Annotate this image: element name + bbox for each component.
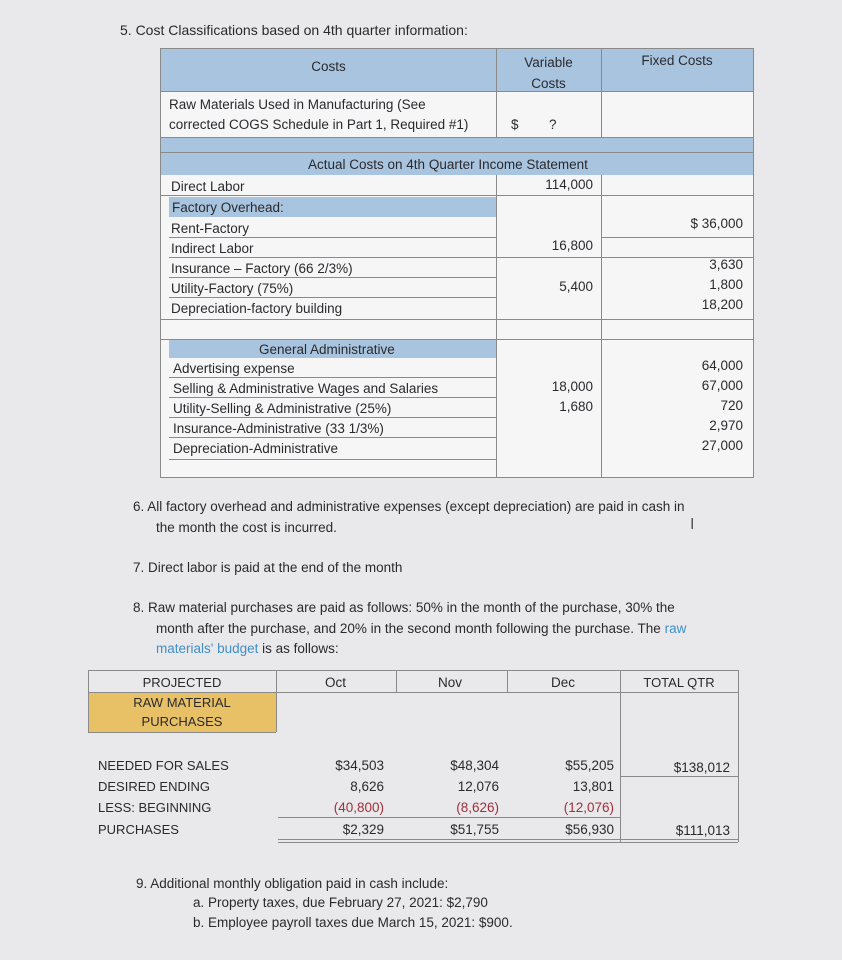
admin-row-fixed: 27,000	[701, 438, 743, 453]
direct-labor-label: Direct Labor	[171, 179, 245, 194]
admin-row-variable: 18,000	[551, 379, 593, 394]
admin-row-fixed: 64,000	[701, 358, 743, 373]
nov-beginning: (8,626)	[456, 800, 499, 815]
row-label-beginning: LESS: BEGINNING	[98, 800, 212, 815]
section-5-title: 5. Cost Classifications based on 4th quarter information:	[120, 22, 468, 38]
nov-needed: $48,304	[450, 758, 499, 773]
projected-header: PROJECTED	[142, 675, 222, 690]
item-9-b: b. Employee payroll taxes due March 15, 2021: $900.	[193, 915, 513, 930]
oct-purchases: $2,329	[342, 822, 384, 837]
raw-materials-budget-link[interactable]: materials' budget	[156, 641, 259, 656]
item-8-line-1: 8. Raw material purchases are paid as follows: 50% in the month of the purchase, 30% the	[133, 600, 675, 615]
raw-materials-budget-table	[88, 670, 738, 842]
admin-row-fixed: 720	[720, 398, 743, 413]
factory-row-fixed: $ 36,000	[690, 216, 743, 231]
admin-row-label: Selling & Administrative Wages and Salaries	[173, 381, 439, 396]
raw-materials-label-2: corrected COGS Schedule in Part 1, Required #1)	[169, 117, 469, 132]
oct-desired: 8,626	[350, 779, 384, 794]
oct-needed: $34,503	[335, 758, 384, 773]
factory-row-label: Utility-Factory (75%)	[171, 281, 294, 296]
admin-row-label: Advertising expense	[173, 361, 295, 376]
row-label-purchases: PURCHASES	[98, 822, 179, 837]
factory-overhead-heading: Factory Overhead:	[172, 200, 284, 215]
admin-row-variable: 1,680	[559, 399, 593, 414]
fixed-header: Fixed Costs	[641, 53, 713, 68]
factory-row-label: Indirect Labor	[171, 241, 254, 256]
item-6-line-2: the month the cost is incurred.	[156, 520, 337, 535]
row-label-desired: DESIRED ENDING	[98, 779, 210, 794]
factory-row-variable: 16,800	[551, 238, 593, 253]
admin-row-label: Utility-Selling & Administrative (25%)	[173, 401, 392, 416]
dec-purchases: $56,930	[565, 822, 614, 837]
admin-row-label: Depreciation-Administrative	[173, 441, 339, 456]
item-8-text-end: is as follows:	[258, 641, 339, 656]
dec-needed: $55,205	[565, 758, 614, 773]
factory-row-label: Depreciation-factory building	[171, 301, 343, 316]
factory-row-variable: 5,400	[559, 279, 593, 294]
item-8-line-3	[156, 641, 339, 656]
raw-materials-value: ?	[549, 117, 557, 132]
factory-row-fixed: 3,630	[709, 257, 743, 272]
nov-purchases: $51,755	[450, 822, 499, 837]
item-6-line-1: 6. All factory overhead and administrative expenses (except depreciation) are paid in cash in	[133, 499, 685, 514]
month-header-dec: Dec	[551, 675, 576, 690]
rmp-label-2: PURCHASES	[141, 714, 223, 729]
admin-row-label: Insurance-Administrative (33 1/3%)	[173, 421, 384, 436]
item-8-line-2	[156, 621, 686, 636]
cost-classification-table	[160, 48, 754, 478]
raw-materials-dollar: $	[511, 117, 519, 132]
factory-row-fixed: 1,800	[709, 277, 743, 292]
raw-materials-link[interactable]: raw	[664, 621, 687, 636]
oct-beginning: (40,800)	[333, 800, 384, 815]
rmp-label-1: RAW MATERIAL	[133, 695, 231, 710]
dec-desired: 13,801	[572, 779, 614, 794]
actual-costs-heading: Actual Costs on 4th Quarter Income Statement	[308, 157, 588, 172]
total-needed: $138,012	[673, 760, 730, 775]
total-qtr-header: TOTAL QTR	[643, 675, 715, 690]
admin-row-fixed: 2,970	[709, 418, 743, 433]
month-header-nov: Nov	[438, 675, 463, 690]
item-8-text: month after the purchase, and 20% in the second month following the purchase. The	[156, 621, 665, 636]
costs-header: Costs	[311, 59, 346, 74]
direct-labor-variable: 114,000	[545, 177, 593, 192]
factory-row-fixed: 18,200	[701, 297, 743, 312]
nov-desired: 12,076	[457, 779, 499, 794]
item-9-title: 9. Additional monthly obligation paid in cash include:	[136, 876, 449, 891]
month-header-oct: Oct	[325, 675, 347, 690]
variable-header-2: Costs	[531, 76, 566, 91]
text-cursor-icon: I	[690, 516, 695, 533]
row-label-needed: NEEDED FOR SALES	[98, 758, 229, 773]
raw-materials-label-1: Raw Materials Used in Manufacturing (See	[169, 97, 426, 112]
total-purchases: $111,013	[675, 823, 730, 838]
admin-row-fixed: 67,000	[701, 378, 743, 393]
blue-spacer-row	[161, 138, 753, 152]
variable-header: Variable	[524, 55, 573, 70]
factory-row-label: Rent-Factory	[171, 221, 250, 236]
factory-row-label: Insurance – Factory (66 2/3%)	[171, 261, 353, 276]
item-7: 7. Direct labor is paid at the end of the month	[133, 560, 403, 575]
dec-beginning: (12,076)	[563, 800, 614, 815]
general-admin-heading: General Administrative	[259, 342, 395, 357]
item-9-a: a. Property taxes, due February 27, 2021: $2,790	[193, 895, 488, 910]
